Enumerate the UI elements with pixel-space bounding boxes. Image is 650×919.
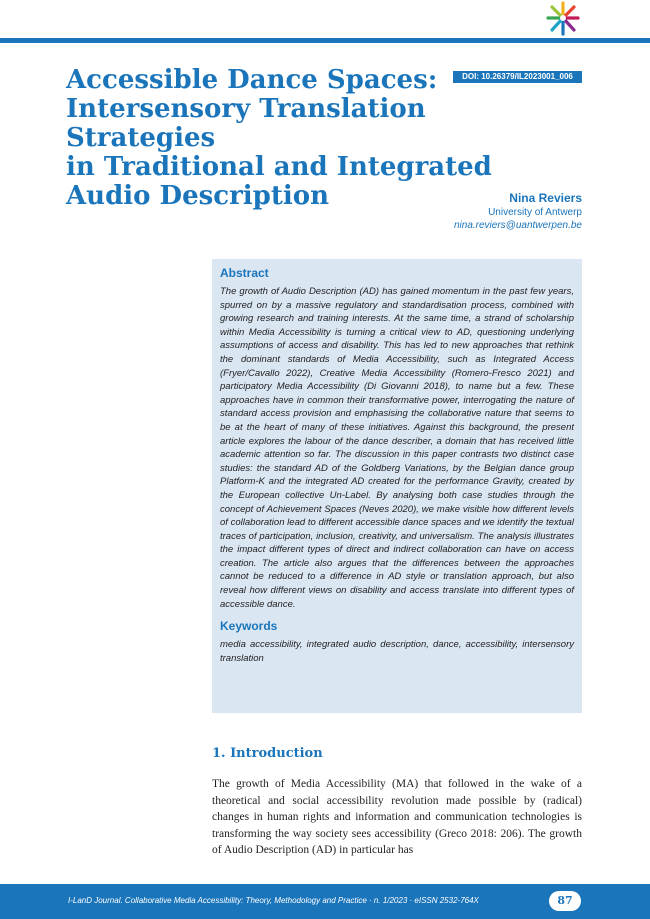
abstract-text: The growth of Audio Description (AD) has gained momentum in the past few years, spurred on by a massive regulatory and standardisation process, combined with growing research and training interests. At the same time, a strand of scholarship within Media Accessibility is turning a critical view to AD, questioning underlying assumptions of access and disability. This has led to new approaches that rethink the dominant standards of Media Accessibility, such as Integrated Access (Fryer/Cavallo 2022), Creative Media Accessibility (Romero-Fresco 2021) and participatory Media Accessibility (Di Giovanni 2018), to name but a few. These approaches have in common their transformative power, interrogating the nature of standard access provision and emphasising the collaborative nature that seems to be at the heart of many of these initiatives. Against this background, the present article explores the labour of the dance describer, a domain that has received little academic attention so far. The discussion in this paper contrasts two distinct case studies: the standard AD of the Goldberg Variations, by the Belgian dance group Platform-K and the integrated AD created for the performance Gravity, created by the European collective Un-Label. By analysing both case studies through the concept of Achievement Spaces (Neves 2020), we make visible how different levels of collaboration lead to different accessible dance spaces and we identify the textual traces of participation, inclusion, creativity, and universalism. The analysis illustrates the impact different types of direct and indirect collaboration can have on access creation. The article also argues that the differences between the approaches cannot be reduced to a difference in AD style or translation approach, but also reveal how different views on disability and access translate into different types of accessible dance. bbox=[220, 286, 574, 610]
title-line: Audio Description bbox=[66, 181, 329, 211]
abstract-box bbox=[212, 259, 582, 713]
article-title bbox=[66, 66, 496, 211]
doi-badge[interactable]: DOI: 10.26379/IL2023001_006 bbox=[453, 71, 582, 83]
author-block bbox=[454, 190, 582, 232]
author-affiliation: University of Antwerp bbox=[488, 207, 582, 218]
author-name: Nina Reviers bbox=[509, 191, 582, 205]
author-email-link[interactable]: nina.reviers@uantwerpen.be bbox=[453, 220, 582, 231]
abstract-heading: Abstract bbox=[220, 266, 269, 280]
title-line: in Traditional and Integrated bbox=[66, 152, 492, 182]
introduction-heading: 1. Introduction bbox=[212, 746, 323, 761]
title-line: Accessible Dance Spaces: bbox=[66, 65, 438, 95]
introduction-text: The growth of Media Accessibility (MA) that followed in the wake of a theoretical and social accessibility revolution made possible by (radical) changes in human rights and information and communication technologies is transforming the way society sees accessibility (Greco 2018: 206). The growth of Audio Description (AD) in particular has bbox=[212, 778, 582, 857]
footer-bar bbox=[0, 884, 650, 919]
keywords-text: media accessibility, integrated audio description, dance, accessibility, intersensory translation bbox=[220, 639, 574, 664]
header-rule bbox=[0, 38, 650, 43]
title-line: Intersensory Translation Strategies bbox=[66, 94, 426, 153]
page-number: 87 bbox=[549, 891, 581, 911]
keywords-heading: Keywords bbox=[220, 619, 278, 634]
star-burst-logo-icon bbox=[545, 0, 581, 36]
footer-journal-citation: I-LanD Journal. Collaborative Media Accessibility: Theory, Methodology and Practice · n. 1/2023 · eISSN 2532-764X bbox=[68, 896, 479, 905]
